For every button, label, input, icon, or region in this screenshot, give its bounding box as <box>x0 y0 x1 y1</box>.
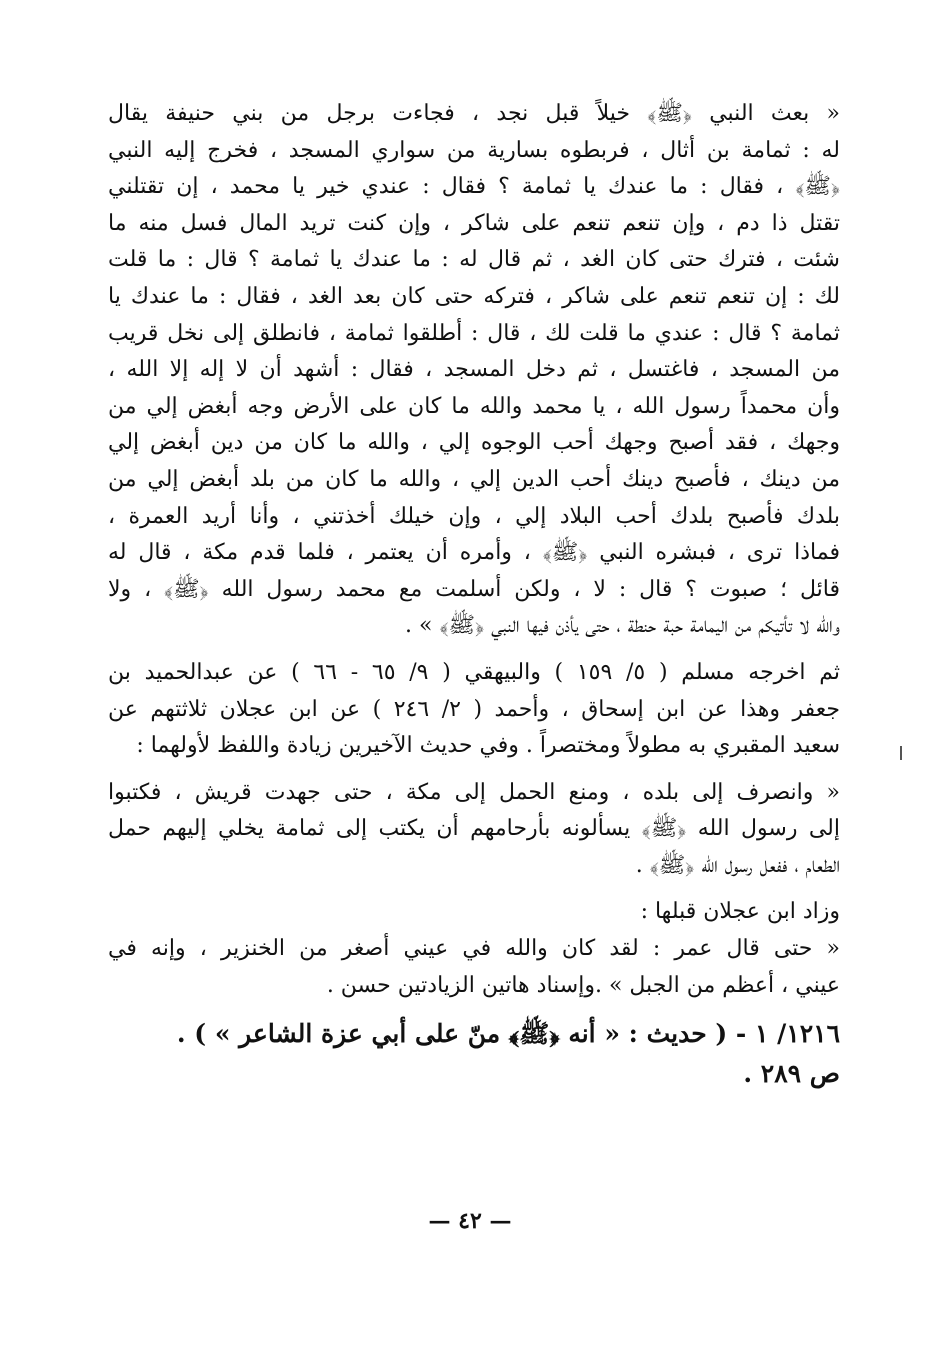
body-text <box>108 96 840 1094</box>
text-line: له : ثمامة بن أثال ، فربطوه بسارية من سواري المسجد ، فخرج إليه النبي <box>108 137 840 163</box>
text-line: « حتى قال عمر : لقد كان والله في عيني أصغر من الخنزير ، وإنه في <box>108 936 840 962</box>
text-line: وأن محمداً رسول الله ، يا محمد والله ما كان على الأرض وجه أبغض إلي من <box>108 393 840 419</box>
addition-quote-paragraph <box>108 775 840 885</box>
text-line: وزاد ابن عجلان قبلها : <box>640 899 840 925</box>
page-number: — ٤٢ — <box>428 1208 512 1234</box>
text-line: إلى رسول الله ﴿ﷺ﴾ يسألونه بأرحامهم أن يكتب إلى ثمامة يخلي إليهم حمل <box>108 816 840 842</box>
text-line: « وانصرف إلى بلده ، ومنع الحمل إلى مكة ، حتى جهدت قريش ، فكتبوا <box>108 779 840 805</box>
text-line: ثمامة ؟ قال : عندي ما قلت لك ، قال : أطلقوا ثمامة ، فانطلق إلى نخل قريب <box>108 320 840 346</box>
text-line: قائل ؛ صبوت ؟ قال : لا ، ولكن أسلمت مع محمد رسول الله ﴿ﷺ﴾ ، ولا <box>108 576 840 602</box>
text-line: والله لا تأتيكم من اليمامة حبة حنطة ، حتى يأذن فيها النبي ﴿ﷺ﴾ » . <box>405 613 840 639</box>
addition-intro-paragraph <box>108 894 840 931</box>
text-line: شئت ، فترك حتى كان الغد ، ثم قال له : ما عندك يا ثمامة ؟ قال : ما قلت <box>108 247 840 273</box>
takhrij-paragraph <box>108 655 840 765</box>
hadith-quote-paragraph <box>108 96 840 645</box>
text-line: وجهك ، فقد أصبح وجهك أحب الوجوه إلي ، والله ما كان من دين أبغض إلي <box>108 430 840 456</box>
text-line: « بعث النبي ﴿ﷺ﴾ خيلاً قبل نجد ، فجاءت برجل من بني حنيفة يقال <box>108 101 840 126</box>
text-line: من دينك ، فأصبح دينك أحب الدين إلي ، والله ما كان من بلد أبغض إلي من <box>108 466 840 492</box>
margin-mark <box>900 746 902 760</box>
text-line: عيني ، أعظم من الجبل » .وإسناد هاتين الزيادتين حسن . <box>326 972 840 998</box>
text-line: تقتل ذا دم ، وإن تنعم تنعم على شاكر ، وإن كنت تريد المال فسل منه ما <box>108 210 840 236</box>
text-line: الطعام ، ففعل رسول الله ﴿ﷺ﴾ . <box>635 852 840 878</box>
hadith-entry-heading <box>108 1014 840 1094</box>
text-line: ﴿ﷺ﴾ ، فقال : ما عندك يا ثمامة ؟ فقال : عندي خير يا محمد ، إن تقتلني <box>108 174 840 200</box>
text-line: بلدك فأصبح بلدك أحب البلاد إلي ، وإن خيلك أخذتني ، وأنا أريد العمرة ، <box>108 503 840 529</box>
text-line: جعفر وهذا عن ابن إسحاق ، وأحمد ( ٢/ ٢٤٦ ) عن ابن عجلان ثلاثتهم عن <box>108 696 840 722</box>
text-line: من المسجد ، فاغتسل ، ثم دخل المسجد ، فقال : أشهد أن لا إله إلا الله ، <box>108 357 840 383</box>
text-line: ١٢١٦/ ١ - ( حديث : « أنه ﴿ﷺ﴾ منّ على أبي عزة الشاعر » ) . <box>176 1019 840 1049</box>
text-line: ثم اخرجه مسلم ( ٥/ ١٥٩ ) والبيهقي ( ٩/ ٦٥ - ٦٦ ) عن عبدالحميد بن <box>108 659 840 685</box>
text-line: لك : إن تنعم تنعم على شاكر ، فتركه حتى كان بعد الغد ، فقال : ما عندك يا <box>108 283 840 309</box>
text-line: سعيد المقبري به مطولاً ومختصراً . وفي حديث الآخيرين زيادة واللفظ لأولهما : <box>136 733 840 759</box>
umar-quote-paragraph <box>108 931 840 1004</box>
text-line: ص ٢٨٩ . <box>743 1059 840 1089</box>
text-line: فماذا ترى ، فبشره النبي ﴿ﷺ﴾ ، وأمره أن يعتمر ، فلما قدم مكة ، قال له <box>108 540 840 566</box>
